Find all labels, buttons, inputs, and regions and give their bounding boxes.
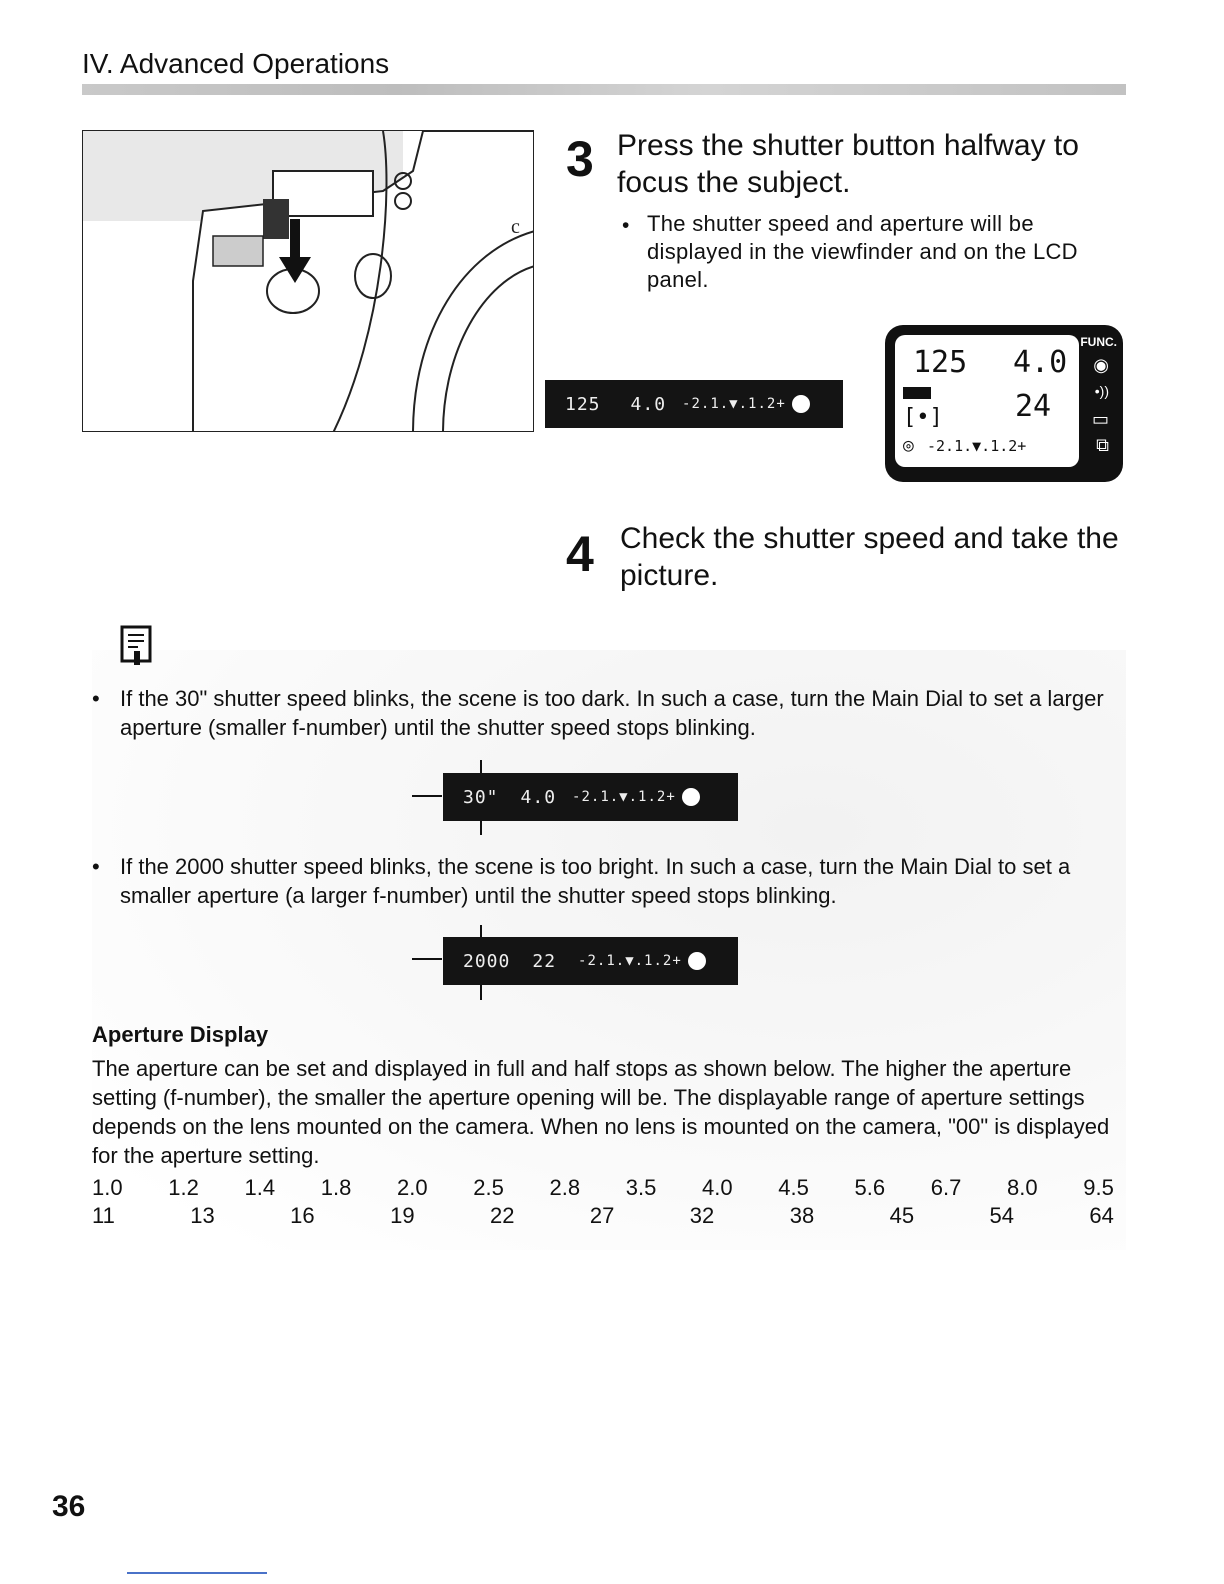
aperture-value: 2.5	[473, 1175, 504, 1200]
continuous-icon: ⧉	[1096, 435, 1109, 455]
vf-exposure-scale: -2.1.▼.1.2+	[572, 789, 676, 805]
aperture-value: 1.2	[168, 1175, 199, 1200]
aperture-value: 22	[489, 1203, 515, 1228]
blink-mark	[412, 795, 442, 797]
bottom-link-line	[127, 1572, 267, 1574]
vf-aperture-value: 22	[532, 950, 557, 972]
vf-shutter-value: 30"	[463, 786, 499, 808]
metering-icon: ◎	[903, 435, 914, 456]
svg-text:c: c	[511, 216, 520, 238]
aperture-value: 27	[589, 1203, 615, 1228]
note-bullet-1: If the 30" shutter speed blinks, the scene is too dark. In such a case, turn the Main Dial to set a larger aperture (smaller f-number) until the shutter speed stops blinking.	[120, 686, 1104, 740]
viewfinder-display-dark	[443, 773, 738, 821]
vf-aperture-value: 4.0	[630, 393, 667, 415]
lcd-panel	[885, 325, 1123, 482]
lcd-panel-screen	[895, 335, 1079, 467]
viewfinder-display-bright	[443, 937, 738, 985]
step3-bullet-text: The shutter speed and aperture will be displayed in the viewfinder and on the LCD panel.	[647, 211, 1078, 292]
section-title: IV. Advanced Operations	[82, 48, 390, 79]
beep-icon: •))	[1094, 383, 1109, 399]
note-bullet-1-marker: •	[92, 686, 100, 711]
page-number: 36	[52, 1490, 86, 1523]
header-rule	[82, 84, 1126, 95]
battery-icon	[903, 387, 931, 399]
aperture-value: 1.4	[244, 1175, 276, 1200]
step-number-3: 3	[566, 131, 594, 187]
aperture-value: 1.8	[320, 1175, 352, 1200]
aperture-value: 13	[190, 1203, 215, 1228]
focus-confirm-icon	[682, 788, 700, 806]
step4-title: Check the shutter speed and take the picture.	[620, 522, 1119, 592]
lcd-aperture-value: 4.0	[1013, 345, 1068, 380]
viewfinder-display	[545, 380, 843, 428]
aperture-value: 4.5	[778, 1175, 809, 1200]
aperture-value: 5.6	[854, 1175, 886, 1200]
aperture-value: 32	[689, 1203, 715, 1228]
step3-bullet-marker: •	[622, 214, 630, 237]
vf-shutter-value: 125	[565, 393, 601, 415]
aperture-value: 64	[1089, 1203, 1114, 1228]
lcd-frame-counter: 24	[1015, 389, 1052, 424]
aperture-value: 11	[92, 1203, 115, 1228]
vf-exposure-scale: -2.1.▼.1.2+	[578, 953, 682, 969]
eye-icon: ◉	[1093, 355, 1109, 375]
aperture-value: 9.5	[1083, 1175, 1114, 1200]
aperture-row-1	[92, 1175, 1114, 1201]
lcd-shutter-value: 125	[913, 345, 968, 380]
vf-shutter-value: 2000	[463, 950, 511, 972]
aperture-display-paragraph: The aperture can be set and displayed in full and half stops as shown below. The higher the aperture setting (f-number), the smaller the aperture opening will be. The displayable range of aperture settings depends on the lens mounted on the camera. When no lens is mounted on the camera, "00" is displayed for the aperture setting.	[92, 1056, 1110, 1168]
note-bullet-2-marker: •	[92, 854, 100, 879]
aperture-row-2	[92, 1203, 1114, 1229]
aperture-value: 45	[889, 1203, 915, 1228]
aperture-value: 2.0	[397, 1175, 428, 1200]
step-number-4: 4	[566, 526, 594, 582]
blink-mark	[412, 958, 442, 960]
vf-aperture-value: 4.0	[520, 786, 557, 808]
aperture-value: 19	[390, 1203, 415, 1228]
memo-icon	[120, 625, 152, 667]
note-bullet-2: If the 2000 shutter speed blinks, the scene is too bright. In such a case, turn the Main Dial to set a smaller aperture (a larger f-number) until the shutter speed stops blinking.	[120, 854, 1071, 908]
aperture-value: 3.5	[625, 1175, 657, 1200]
step3-title: Press the shutter button halfway to focus the subject.	[617, 129, 1079, 199]
aperture-display-heading: Aperture Display	[92, 1022, 269, 1047]
aperture-value: 1.0	[92, 1175, 123, 1200]
func-label: FUNC.	[1080, 335, 1117, 349]
aperture-value: 4.0	[702, 1175, 733, 1200]
aperture-value: 6.7	[930, 1175, 962, 1200]
single-frame-icon: ▭	[1091, 409, 1109, 429]
aperture-value: 38	[789, 1203, 815, 1228]
camera-illustration	[82, 130, 534, 432]
focus-confirm-icon	[792, 395, 810, 413]
aperture-value: 16	[290, 1203, 315, 1228]
aperture-value: 54	[989, 1203, 1014, 1228]
lcd-exposure-scale: -2.1.▼.1.2+	[927, 437, 1027, 455]
af-point-icon: [•]	[903, 405, 943, 430]
aperture-value: 8.0	[1007, 1175, 1038, 1200]
focus-confirm-icon	[688, 952, 706, 970]
vf-exposure-scale: -2.1.▼.1.2+	[682, 396, 786, 412]
aperture-value: 2.8	[549, 1175, 581, 1200]
